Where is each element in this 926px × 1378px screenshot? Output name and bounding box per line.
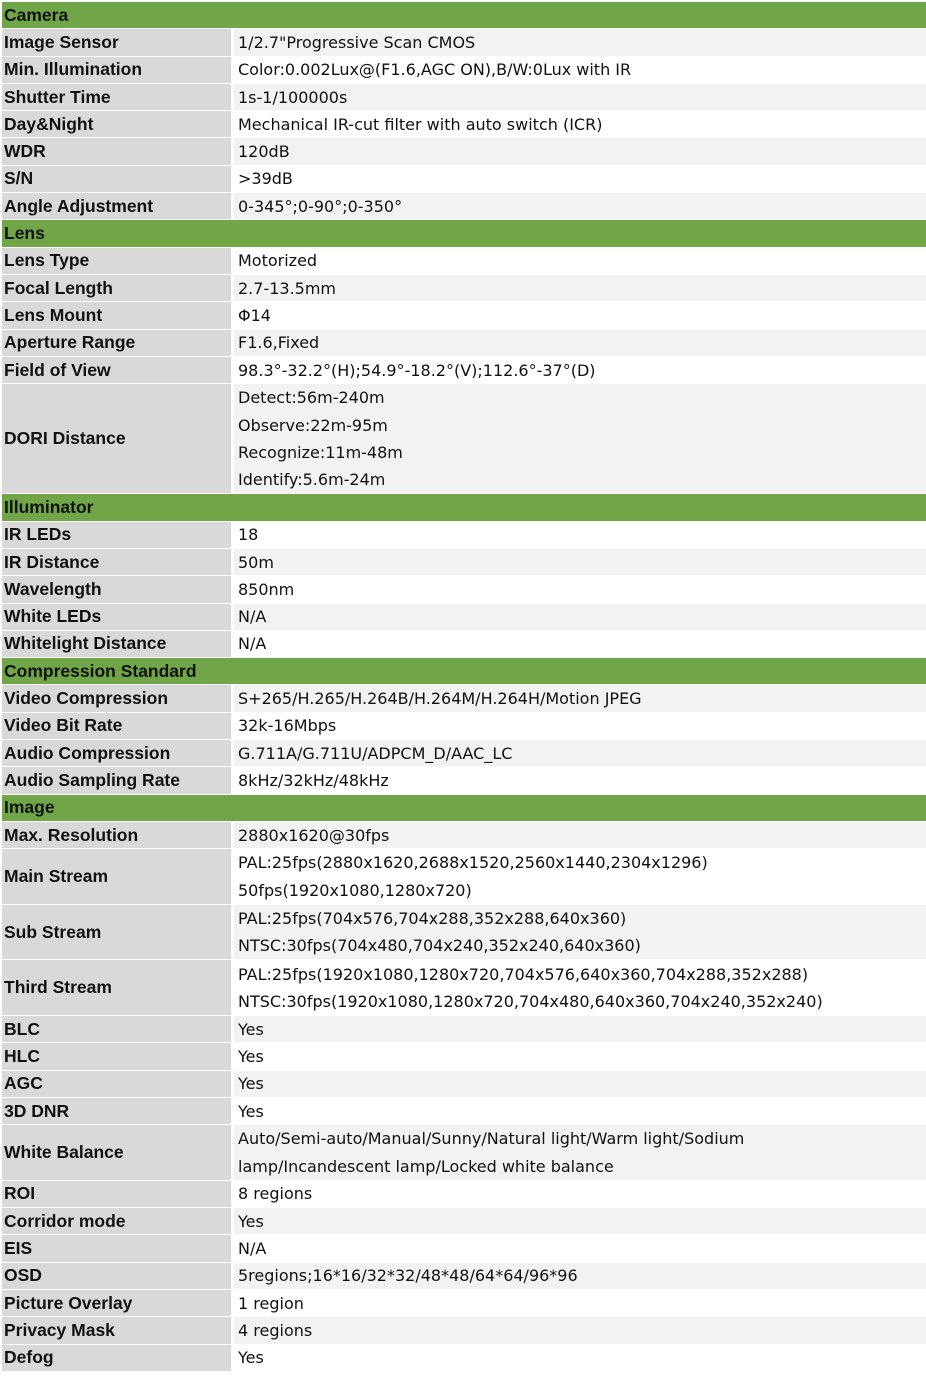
spec-row-dori-distance bbox=[2, 384, 926, 494]
spec-values bbox=[234, 384, 926, 494]
spec-label: WDR bbox=[2, 138, 234, 165]
spec-label: Lens Type bbox=[2, 248, 234, 275]
spec-values bbox=[234, 1125, 926, 1181]
spec-label: IR LEDs bbox=[2, 522, 234, 549]
section-header-image: Image bbox=[2, 795, 926, 822]
section-header-compression-standard: Compression Standard bbox=[2, 658, 926, 685]
spec-value: 18 bbox=[234, 522, 926, 549]
spec-row-s-n bbox=[2, 166, 926, 193]
spec-label: Angle Adjustment bbox=[2, 193, 234, 220]
spec-value: 98.3°-32.2°(H);54.9°-18.2°(V);112.6°-37°(D) bbox=[234, 357, 926, 384]
spec-value: 8kHz/32kHz/48kHz bbox=[234, 767, 926, 794]
spec-values bbox=[234, 330, 926, 357]
spec-value: 50fps(1920x1080,1280x720) bbox=[234, 877, 926, 904]
spec-values bbox=[234, 631, 926, 658]
spec-value: 1/2.7"Progressive Scan CMOS bbox=[234, 29, 926, 56]
spec-row-privacy-mask bbox=[2, 1317, 926, 1344]
spec-values bbox=[234, 111, 926, 138]
spec-value: lamp/Incandescent lamp/Locked white balance bbox=[234, 1152, 926, 1179]
spec-values bbox=[234, 1317, 926, 1344]
spec-values bbox=[234, 767, 926, 794]
spec-value: N/A bbox=[234, 604, 926, 631]
spec-label: Focal Length bbox=[2, 275, 234, 302]
spec-row-image-sensor bbox=[2, 29, 926, 56]
spec-row-sub-stream bbox=[2, 905, 926, 961]
spec-label: HLC bbox=[2, 1043, 234, 1070]
spec-value: 8 regions bbox=[234, 1181, 926, 1208]
section-header-lens: Lens bbox=[2, 220, 926, 247]
spec-row-main-stream bbox=[2, 849, 926, 905]
spec-values bbox=[234, 685, 926, 712]
section-header-illuminator: Illuminator bbox=[2, 494, 926, 521]
spec-value: Recognize:11m-48m bbox=[234, 439, 926, 466]
spec-values bbox=[234, 1290, 926, 1317]
section-header-camera: Camera bbox=[2, 2, 926, 29]
spec-row-audio-compression bbox=[2, 740, 926, 767]
spec-value: 120dB bbox=[234, 138, 926, 165]
spec-label: IR Distance bbox=[2, 549, 234, 576]
spec-values bbox=[234, 522, 926, 549]
spec-value: Motorized bbox=[234, 248, 926, 275]
spec-row-wavelength bbox=[2, 576, 926, 603]
spec-value: 850nm bbox=[234, 576, 926, 603]
spec-row-day-night bbox=[2, 111, 926, 138]
spec-label: Day&Night bbox=[2, 111, 234, 138]
spec-values bbox=[234, 193, 926, 220]
spec-value: Yes bbox=[234, 1208, 926, 1235]
spec-value: 1 region bbox=[234, 1290, 926, 1317]
spec-value: 1s-1/100000s bbox=[234, 84, 926, 111]
spec-value: N/A bbox=[234, 1235, 926, 1262]
spec-row-lens-type bbox=[2, 248, 926, 275]
spec-label: White Balance bbox=[2, 1125, 234, 1181]
spec-label: Corridor mode bbox=[2, 1208, 234, 1235]
spec-label: Audio Compression bbox=[2, 740, 234, 767]
spec-label: Aperture Range bbox=[2, 330, 234, 357]
spec-values bbox=[234, 1098, 926, 1125]
spec-values bbox=[234, 713, 926, 740]
spec-row-osd bbox=[2, 1263, 926, 1290]
spec-label: Third Stream bbox=[2, 960, 234, 1016]
spec-value: Φ14 bbox=[234, 302, 926, 329]
spec-label: Image Sensor bbox=[2, 29, 234, 56]
spec-row-field-of-view bbox=[2, 357, 926, 384]
spec-label: 3D DNR bbox=[2, 1098, 234, 1125]
spec-row-whitelight-distance bbox=[2, 631, 926, 658]
spec-label: Min. Illumination bbox=[2, 57, 234, 84]
spec-table bbox=[2, 2, 926, 1372]
spec-row-ir-distance bbox=[2, 549, 926, 576]
spec-label: Field of View bbox=[2, 357, 234, 384]
spec-value: PAL:25fps(2880x1620,2688x1520,2560x1440,2304x1296) bbox=[234, 849, 926, 876]
spec-value: Yes bbox=[234, 1016, 926, 1043]
spec-value: Identify:5.6m-24m bbox=[234, 466, 926, 493]
spec-value: Yes bbox=[234, 1345, 926, 1372]
spec-values bbox=[234, 1208, 926, 1235]
spec-values bbox=[234, 905, 926, 961]
spec-value: Observe:22m-95m bbox=[234, 411, 926, 438]
spec-row-lens-mount bbox=[2, 302, 926, 329]
spec-label: DORI Distance bbox=[2, 384, 234, 494]
spec-label: AGC bbox=[2, 1071, 234, 1098]
spec-values bbox=[234, 1235, 926, 1262]
spec-value: 2.7-13.5mm bbox=[234, 275, 926, 302]
spec-values bbox=[234, 822, 926, 849]
spec-label: Defog bbox=[2, 1345, 234, 1372]
spec-label: Picture Overlay bbox=[2, 1290, 234, 1317]
spec-label: Video Compression bbox=[2, 685, 234, 712]
spec-label: Max. Resolution bbox=[2, 822, 234, 849]
spec-value: 50m bbox=[234, 549, 926, 576]
spec-label: Wavelength bbox=[2, 576, 234, 603]
spec-value: Yes bbox=[234, 1098, 926, 1125]
spec-values bbox=[234, 1263, 926, 1290]
spec-values bbox=[234, 849, 926, 905]
spec-value: PAL:25fps(1920x1080,1280x720,704x576,640x360,704x288,352x288) bbox=[234, 960, 926, 987]
spec-row-roi bbox=[2, 1181, 926, 1208]
spec-label: Shutter Time bbox=[2, 84, 234, 111]
spec-value: F1.6,Fixed bbox=[234, 330, 926, 357]
spec-row-3d-dnr bbox=[2, 1098, 926, 1125]
spec-row-min-illumination bbox=[2, 57, 926, 84]
spec-label: Video Bit Rate bbox=[2, 713, 234, 740]
spec-values bbox=[234, 1043, 926, 1070]
spec-value: >39dB bbox=[234, 166, 926, 193]
spec-row-shutter-time bbox=[2, 84, 926, 111]
spec-row-picture-overlay bbox=[2, 1290, 926, 1317]
spec-row-blc bbox=[2, 1016, 926, 1043]
spec-values bbox=[234, 302, 926, 329]
spec-value: Auto/Semi-auto/Manual/Sunny/Natural light/Warm light/Sodium bbox=[234, 1125, 926, 1152]
spec-values bbox=[234, 576, 926, 603]
spec-label: S/N bbox=[2, 166, 234, 193]
spec-value: Yes bbox=[234, 1071, 926, 1098]
spec-row-video-compression bbox=[2, 685, 926, 712]
spec-values bbox=[234, 248, 926, 275]
spec-value: N/A bbox=[234, 631, 926, 658]
spec-row-eis bbox=[2, 1235, 926, 1262]
spec-label: ROI bbox=[2, 1181, 234, 1208]
spec-row-video-bit-rate bbox=[2, 713, 926, 740]
spec-values bbox=[234, 740, 926, 767]
spec-values bbox=[234, 960, 926, 1016]
spec-row-defog bbox=[2, 1345, 926, 1372]
spec-row-angle-adjustment bbox=[2, 193, 926, 220]
spec-label: OSD bbox=[2, 1263, 234, 1290]
spec-value: PAL:25fps(704x576,704x288,352x288,640x360) bbox=[234, 905, 926, 932]
spec-values bbox=[234, 1016, 926, 1043]
spec-value: 32k-16Mbps bbox=[234, 713, 926, 740]
spec-value: G.711A/G.711U/ADPCM_D/AAC_LC bbox=[234, 740, 926, 767]
spec-values bbox=[234, 84, 926, 111]
spec-values bbox=[234, 1071, 926, 1098]
spec-label: Lens Mount bbox=[2, 302, 234, 329]
spec-label: BLC bbox=[2, 1016, 234, 1043]
spec-row-ir-leds bbox=[2, 522, 926, 549]
spec-value: 4 regions bbox=[234, 1317, 926, 1344]
spec-label: Whitelight Distance bbox=[2, 631, 234, 658]
spec-row-wdr bbox=[2, 138, 926, 165]
spec-label: Audio Sampling Rate bbox=[2, 767, 234, 794]
spec-row-focal-length bbox=[2, 275, 926, 302]
spec-values bbox=[234, 166, 926, 193]
spec-value: Color:0.002Lux@(F1.6,AGC ON),B/W:0Lux with IR bbox=[234, 57, 926, 84]
spec-values bbox=[234, 1181, 926, 1208]
spec-values bbox=[234, 57, 926, 84]
spec-value: 0-345°;0-90°;0-350° bbox=[234, 193, 926, 220]
spec-row-aperture-range bbox=[2, 330, 926, 357]
spec-row-audio-sampling-rate bbox=[2, 767, 926, 794]
spec-value: Mechanical IR-cut filter with auto switch (ICR) bbox=[234, 111, 926, 138]
spec-value: S+265/H.265/H.264B/H.264M/H.264H/Motion JPEG bbox=[234, 685, 926, 712]
spec-label: Main Stream bbox=[2, 849, 234, 905]
spec-value: Detect:56m-240m bbox=[234, 384, 926, 411]
spec-row-max-resolution bbox=[2, 822, 926, 849]
spec-row-white-balance bbox=[2, 1125, 926, 1181]
spec-label: Sub Stream bbox=[2, 905, 234, 961]
spec-values bbox=[234, 138, 926, 165]
spec-row-hlc bbox=[2, 1043, 926, 1070]
spec-label: EIS bbox=[2, 1235, 234, 1262]
spec-values bbox=[234, 604, 926, 631]
spec-label: Privacy Mask bbox=[2, 1317, 234, 1344]
spec-row-third-stream bbox=[2, 960, 926, 1016]
spec-values bbox=[234, 1345, 926, 1372]
spec-row-corridor-mode bbox=[2, 1208, 926, 1235]
spec-value: NTSC:30fps(704x480,704x240,352x240,640x360) bbox=[234, 932, 926, 959]
spec-value: Yes bbox=[234, 1043, 926, 1070]
spec-value: NTSC:30fps(1920x1080,1280x720,704x480,640x360,704x240,352x240) bbox=[234, 988, 926, 1015]
spec-values bbox=[234, 275, 926, 302]
spec-values bbox=[234, 549, 926, 576]
spec-label: White LEDs bbox=[2, 604, 234, 631]
spec-values bbox=[234, 357, 926, 384]
spec-values bbox=[234, 29, 926, 56]
spec-value: 2880x1620@30fps bbox=[234, 822, 926, 849]
spec-row-white-leds bbox=[2, 604, 926, 631]
spec-row-agc bbox=[2, 1071, 926, 1098]
spec-value: 5regions;16*16/32*32/48*48/64*64/96*96 bbox=[234, 1263, 926, 1290]
